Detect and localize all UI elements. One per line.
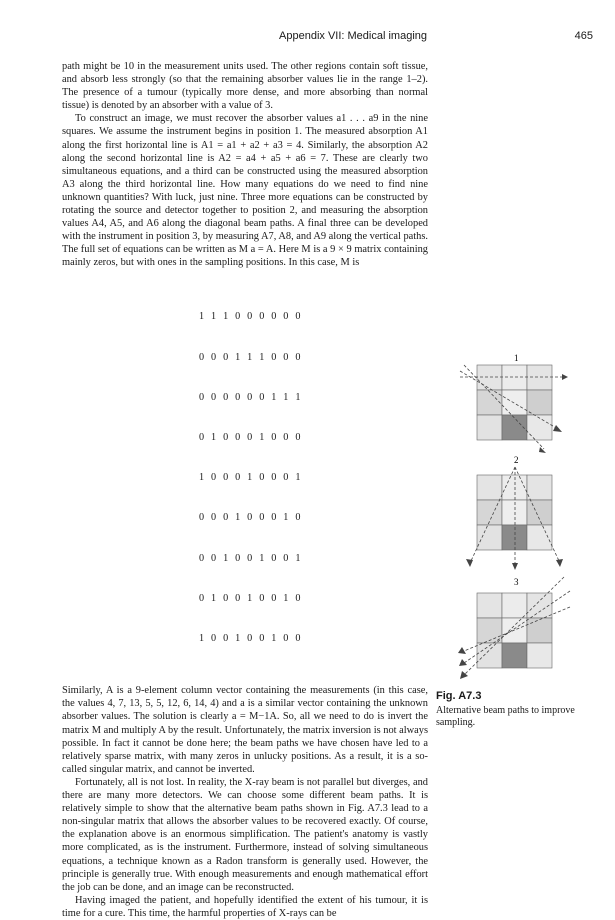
main-text-column	[62, 60, 428, 920]
beam-arrows-3	[458, 647, 468, 679]
paragraph-5: Having imaged the patient, and hopefully identified the extent of his tumour, it is time for a cure. This time, the harmful properties of X-rays can be	[62, 894, 428, 919]
position-label-1: 1	[514, 353, 519, 363]
paragraph-3: Similarly, A is a 9-element column vector containing the measurements (in this case, the values 4, 7, 13, 5, 5, 12, 6, 14, 4) and a is a similar vector containing the unknown absorber values. The solution is clearly a = M−1A. So, all we need to do is invert the matrix M and multiply A by the result. Unfortunately, the matrix inversion is not always possible. In fact it cannot be done here; the beam paths we have chosen have led to a relatively sparse matrix, with many zeros in unlucky positions. As a result, it is a so-called singular matrix, and cannot be inverted.	[62, 685, 428, 775]
matrix-row: 0 0 0 0 0 0 1 1 1	[199, 391, 303, 403]
beam-path-diagram	[452, 345, 602, 685]
grid-cell	[477, 475, 502, 500]
grid-position-2	[477, 475, 552, 550]
grid-cell	[502, 618, 527, 643]
matrix-row: 0 1 0 0 1 0 0 1 0	[199, 592, 303, 604]
position-label-3: 3	[514, 577, 519, 587]
grid-cell	[477, 618, 502, 643]
beam-arrows-2	[466, 559, 563, 570]
grid-cell	[502, 500, 527, 525]
grid-cell	[477, 390, 502, 415]
figure-caption	[436, 690, 606, 730]
paragraph-1: path might be 10 in the measurement units used. The other regions contain soft tissue, and absorb less strongly (so that the remaining absorber values lie in the range 1–2). The presence of a tumour (typically more dense, and more absorbing than normal tissue) is denoted by an absorber with a value of 3.	[62, 61, 428, 112]
matrix-row: 1 0 0 0 1 0 0 0 1	[199, 472, 303, 484]
grid-cell	[477, 500, 502, 525]
grid-cell	[527, 618, 552, 643]
grid-cell	[477, 525, 502, 550]
matrix-row: 0 0 0 1 0 0 0 1 0	[199, 512, 303, 524]
grid-cell	[477, 415, 502, 440]
grid-cell	[477, 365, 502, 390]
matrix-row: 0 1 0 0 0 1 0 0 0	[199, 431, 303, 443]
paragraph-2: To construct an image, we must recover the absorber values a1 . . . a9 in the nine squares. We assume the instrument begins in position 1. The measured absorption A1 along the first horizontal line is A1 = a1 + a2 + a3 = 4. Similarly, the absorption A2 along the second horizontal line is A2 = a4 + a5 + a6 = 7. These are clearly two simultaneous equations, and a third can be constructed using the measured absorption A3 along the third horizontal line. How many equations do we need to find nine unknown quantities? With luck, just nine. Three more equations can be constructed by rotating the source and detector together to position 2, and measuring the absorption values A4, A5, and A6 along the diagonal beam paths. A final three can be developed with the instrument in position 3, by measuring A7, A8, and A9 along the vertical paths. The full set of equations can be written as M a = A. Here M is a 9 × 9 matrix containing mainly zeros, but with ones in the sampling positions. In this case, M is	[62, 113, 428, 269]
grid-position-1	[477, 365, 552, 440]
grid-cell	[502, 643, 527, 668]
grid-cell	[527, 643, 552, 668]
grid-cell	[527, 415, 552, 440]
grid-cell	[527, 500, 552, 525]
matrix-m	[199, 284, 428, 673]
grid-cell	[527, 365, 552, 390]
figure-a7-3	[452, 345, 602, 685]
grid-cell	[527, 475, 552, 500]
matrix-row: 1 1 1 0 0 0 0 0 0	[199, 311, 303, 323]
grid-position-3	[477, 593, 552, 668]
page-number: 465	[574, 30, 593, 42]
caption-text: Alternative beam paths to improve sampling.	[436, 704, 575, 728]
grid-cell	[477, 593, 502, 618]
caption-label: Fig. A7.3	[436, 690, 482, 702]
position-label-2: 2	[514, 455, 519, 465]
grid-cell	[502, 525, 527, 550]
matrix-row: 1 0 0 1 0 0 1 0 0	[199, 633, 303, 645]
grid-cell	[477, 643, 502, 668]
paragraph-4: Fortunately, all is not lost. In reality, the X-ray beam is not parallel but diverges, and there are many more detectors. We can choose some different beam paths. It is relatively simple to show that the alternative beam paths shown in Fig. A7.3 lead to a non-singular matrix that allows the absorber values to be recovered exactly. Of course, the explanation above is an enormous simplification. The patient's anatomy is vastly more complicated, as is the instrument. Furthermore, instead of solving simultaneous equations, a technique known as a Radon transform is generally used. However, the principle is generally true. With enough measurements and enough mathematical effort the job can be done, and an image can be reconstructed.	[62, 776, 428, 893]
matrix-row: 0 0 1 0 0 1 0 0 1	[199, 552, 303, 564]
grid-cell	[502, 390, 527, 415]
running-title: Appendix VII: Medical imaging	[279, 30, 427, 42]
grid-cell	[502, 593, 527, 618]
grid-cell	[527, 390, 552, 415]
running-header	[0, 30, 615, 46]
grid-cell	[502, 365, 527, 390]
matrix-row: 0 0 0 1 1 1 0 0 0	[199, 351, 303, 363]
